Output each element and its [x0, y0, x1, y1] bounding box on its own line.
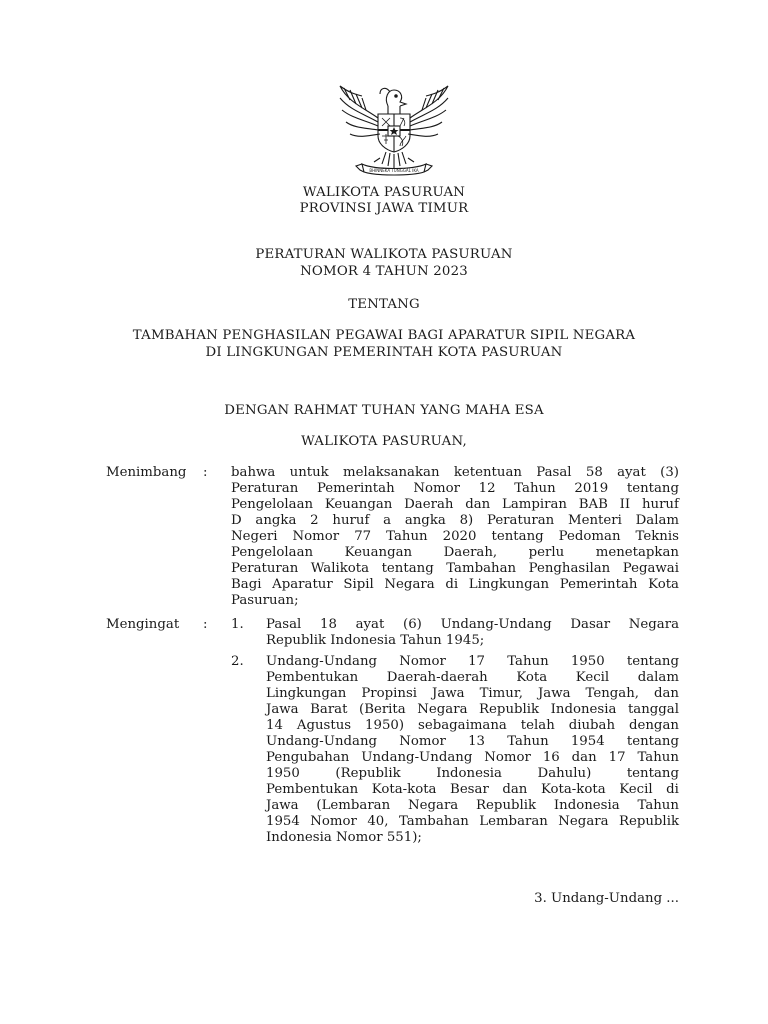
recalling-item-number: 2.	[231, 654, 244, 669]
recalling-item-number: 1.	[231, 617, 244, 632]
recalling-item-line: Lingkungan Propinsi Jawa Timur, Jawa Tengah, dan	[266, 686, 679, 701]
recalling-item-line: 1950 (Republik Indonesia Dahulu) tentang	[266, 766, 679, 781]
recalling-item-line: Undang-Undang Nomor 13 Tahun 1954 tentang	[266, 734, 679, 749]
recalling-item-line: Pembentukan Kota-kota Besar dan Kota-kota Kecil di	[266, 782, 679, 797]
considering-paragraph	[231, 465, 679, 609]
recalling-item-line: 1954 Nomor 40, Tambahan Lembaran Negara Republik	[266, 814, 679, 829]
recalling-item-line: Jawa (Lembaran Negara Republik Indonesia Tahun	[266, 798, 679, 813]
recalling-item-line: Indonesia Nomor 551);	[266, 830, 422, 845]
recalling-label: Mengingat	[106, 617, 180, 632]
considering-line: Peraturan Pemerintah Nomor 12 Tahun 2019 tentang	[231, 481, 679, 496]
garuda-pancasila-emblem-icon	[334, 78, 454, 178]
recalling-item-1	[266, 617, 679, 649]
regulation-number: NOMOR 4 TAHUN 2023	[300, 264, 468, 279]
regulation-title: PERATURAN WALIKOTA PASURUAN	[255, 247, 513, 262]
considering-line: Pasuruan;	[231, 593, 299, 608]
recalling-item-line: Jawa Barat (Berita Negara Republik Indonesia tanggal	[266, 702, 679, 717]
considering-colon: :	[203, 465, 208, 480]
regulation-subject-line-1: TAMBAHAN PENGHASILAN PEGAWAI BAGI APARATUR SIPIL NEGARA	[132, 328, 636, 343]
considering-line: Peraturan Walikota tentang Tambahan Penghasilan Pegawai	[231, 561, 679, 576]
regulation-about: TENTANG	[348, 297, 420, 312]
considering-line: bahwa untuk melaksanakan ketentuan Pasal 58 ayat (3)	[231, 465, 679, 480]
recalling-item-line: Pasal 18 ayat (6) Undang-Undang Dasar Negara	[266, 617, 679, 632]
considering-line: Pengelolaan Keuangan Daerah dan Lampiran BAB II huruf	[231, 497, 679, 512]
svg-text:BHINNEKA TUNGGAL IKA: BHINNEKA TUNGGAL IKA	[369, 168, 419, 173]
recalling-item-line: Pengubahan Undang-Undang Nomor 16 dan 17 Tahun	[266, 750, 679, 765]
issuer-province: PROVINSI JAWA TIMUR	[299, 201, 469, 216]
recalling-item-line: Pembentukan Daerah-daerah Kota Kecil dalam	[266, 670, 679, 685]
issuer-name: WALIKOTA PASURUAN	[302, 185, 466, 200]
recalling-item-2	[266, 654, 679, 846]
recalling-item-line: 14 Agustus 1950) sebagaimana telah diubah dengan	[266, 718, 679, 733]
considering-line: Pengelolaan Keuangan Daerah, perlu menetapkan	[231, 545, 679, 560]
considering-line: D angka 2 huruf a angka 8) Peraturan Menteri Dalam	[231, 513, 679, 528]
authority: WALIKOTA PASURUAN,	[301, 434, 467, 449]
considering-line: Bagi Aparatur Sipil Negara di Lingkungan Pemerintah Kota	[231, 577, 679, 592]
considering-line: Negeri Nomor 77 Tahun 2020 tentang Pedoman Teknis	[231, 529, 679, 544]
considering-label: Menimbang	[106, 465, 187, 480]
invocation: DENGAN RAHMAT TUHAN YANG MAHA ESA	[224, 403, 544, 418]
recalling-item-line: Republik Indonesia Tahun 1945;	[266, 633, 485, 648]
page-continuation: 3. Undang-Undang ...	[534, 891, 679, 906]
recalling-colon: :	[203, 617, 208, 632]
regulation-subject-line-2: DI LINGKUNGAN PEMERINTAH KOTA PASURUAN	[205, 345, 563, 360]
recalling-item-line: Undang-Undang Nomor 17 Tahun 1950 tentang	[266, 654, 679, 669]
